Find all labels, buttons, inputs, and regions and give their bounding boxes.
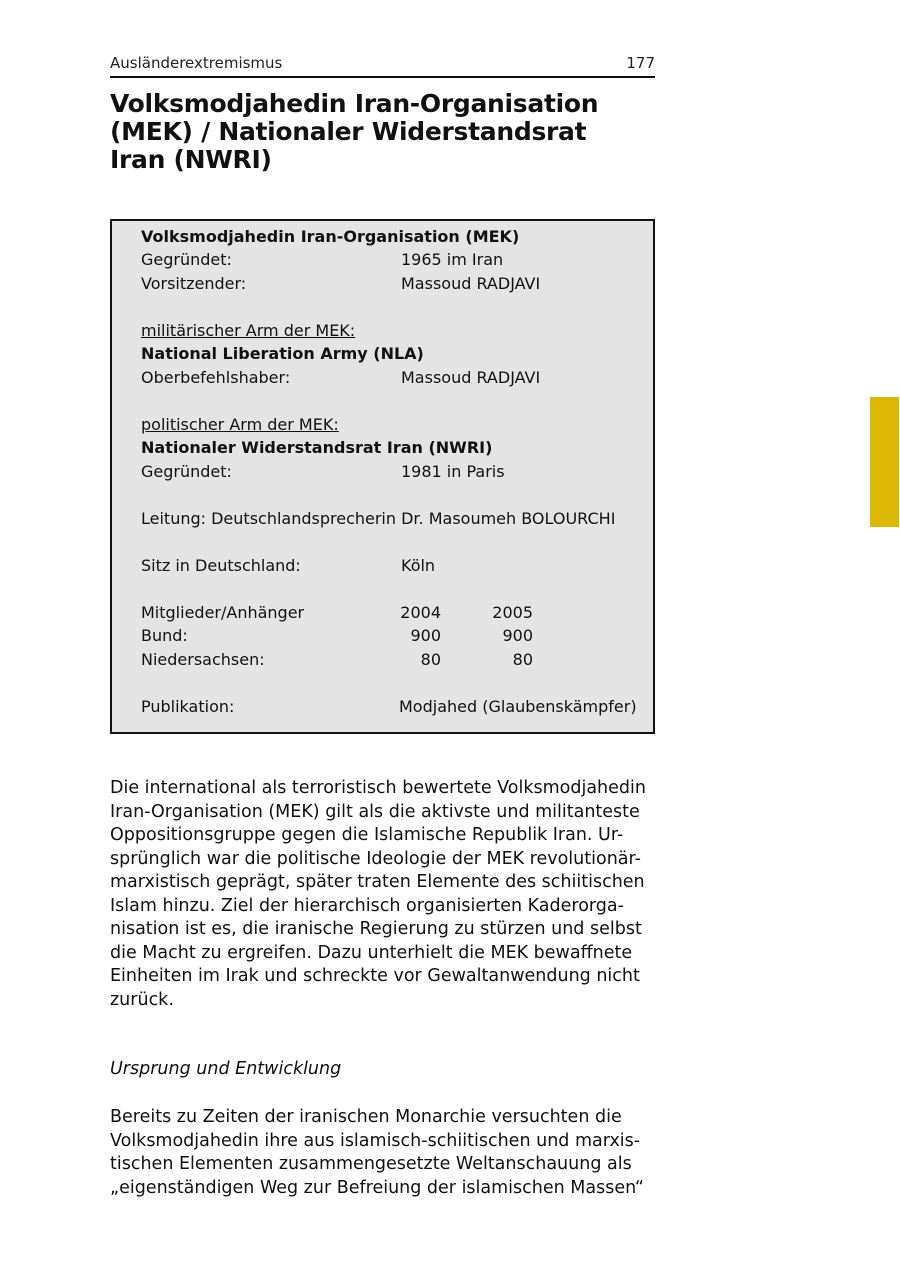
body-paragraph-intro — [110, 777, 670, 1012]
political-founded-label: Gegründet: — [141, 462, 232, 481]
text-line: Islam hinzu. Ziel der hierarchisch organisierten Kaderorga- — [110, 895, 624, 916]
military-arm-name: National Liberation Army (NLA) — [141, 344, 424, 363]
publication-value: Modjahed (Glaubenskämpfer) — [399, 697, 637, 716]
commander-label: Oberbefehlshaber: — [141, 368, 291, 387]
publication-label: Publikation: — [141, 697, 235, 716]
members-header-row — [141, 601, 561, 624]
members-label: Mitglieder/Anhänger — [141, 603, 305, 622]
niedersachsen-2005-value: 80 — [512, 650, 533, 669]
niedersachsen-2004-value: 80 — [420, 650, 441, 669]
text-line: tischen Elementen zusammengesetzte Weltanschauung als — [110, 1154, 632, 1174]
text-line: marxistisch geprägt, später traten Elemente des schiitischen — [110, 872, 645, 892]
text-line: Einheiten im Irak und schreckte vor Gewaltanwendung nicht — [110, 966, 640, 986]
leadership-row: Leitung: Deutschlandsprecherin Dr. Masoumeh BOLOURCHI — [141, 509, 616, 528]
chair-label: Vorsitzender: — [141, 274, 247, 293]
fact-box — [110, 219, 655, 734]
political-founded-value: 1981 in Paris — [401, 462, 505, 481]
section-heading: Ursprung und Entwicklung — [110, 1059, 342, 1079]
seat-row — [141, 554, 436, 577]
text-line: Oppositionsgruppe gegen die Islamische Republik Iran. Ur- — [110, 825, 624, 845]
niedersachsen-label: Niedersachsen: — [141, 650, 265, 669]
page-number: 177 — [626, 54, 655, 72]
chapter-tab-marker — [870, 397, 899, 527]
running-header — [110, 54, 655, 78]
title-line: Volksmodjahedin Iran-Organisation — [110, 89, 599, 118]
text-line: nisation ist es, die iranische Regierung zu stürzen und selbst — [110, 919, 642, 939]
bund-2005-value: 900 — [502, 626, 533, 645]
text-line: Volksmodjahedin ihre aus islamisch-schiitischen und marxis- — [110, 1130, 641, 1151]
military-arm-label: militärischer Arm der MEK: — [141, 321, 356, 340]
chair-row — [141, 272, 541, 295]
commander-value: Massoud RADJAVI — [401, 368, 541, 387]
text-line: Bereits zu Zeiten der iranischen Monarchie versuchten die — [110, 1107, 622, 1127]
founded-label: Gegründet: — [141, 250, 232, 269]
bund-label: Bund: — [141, 626, 188, 645]
seat-value: Köln — [401, 556, 436, 575]
title-line: (MEK) / Nationaler Widerstandsrat — [110, 117, 587, 146]
publication-row — [141, 695, 637, 718]
running-title: Ausländerextremismus — [110, 54, 283, 72]
text-line: „eigenständigen Weg zur Befreiung der islamischen Massen“ — [110, 1177, 644, 1198]
chair-value: Massoud RADJAVI — [401, 274, 541, 293]
org-heading: Volksmodjahedin Iran-Organisation (MEK) — [141, 227, 520, 246]
text-line: zurück. — [110, 989, 174, 1010]
body-paragraph-origin — [110, 1106, 670, 1200]
title-line: Iran (NWRI) — [110, 145, 272, 174]
bund-2004-value: 900 — [410, 626, 441, 645]
founded-row — [141, 248, 504, 271]
text-line: die Macht zu ergreifen. Dazu unterhielt die MEK bewaffnete — [110, 942, 633, 963]
text-line: Iran-Organisation (MEK) gilt als die aktivste und militanteste — [110, 801, 640, 822]
niedersachsen-row — [141, 648, 561, 671]
page-title — [110, 90, 670, 174]
year-2004-header: 2004 — [400, 603, 441, 622]
commander-row — [141, 366, 541, 389]
text-line: sprünglich war die politische Ideologie der MEK revolutionär- — [110, 848, 641, 869]
political-arm-label: politischer Arm der MEK: — [141, 415, 339, 434]
year-2005-header: 2005 — [492, 603, 533, 622]
text-line: Die international als terroristisch bewertete Volksmodjahedin — [110, 778, 646, 798]
political-founded-row — [141, 460, 505, 483]
seat-label: Sitz in Deutschland: — [141, 556, 301, 575]
founded-value: 1965 im Iran — [401, 250, 504, 269]
bund-row — [141, 624, 561, 647]
political-arm-name: Nationaler Widerstandsrat Iran (NWRI) — [141, 438, 493, 457]
